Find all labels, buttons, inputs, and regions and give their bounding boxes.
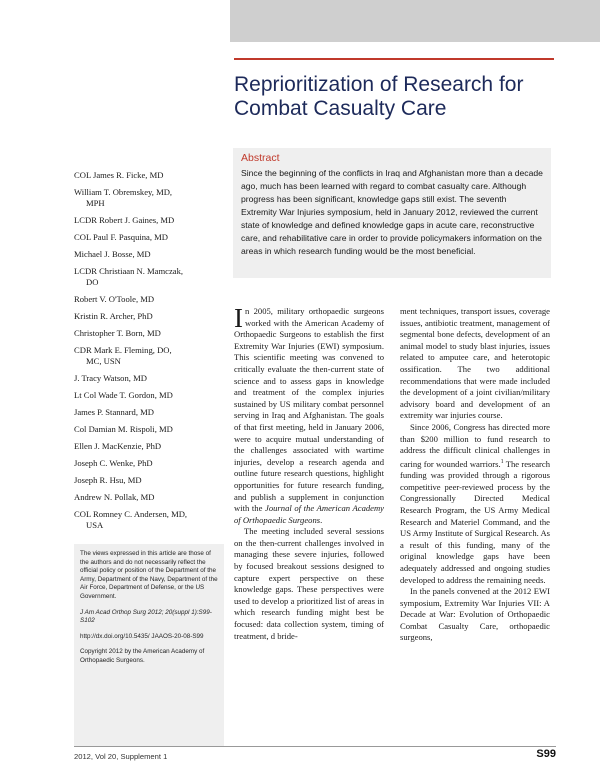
author-name: Lt Col Wade T. Gordon, MD [74,390,173,400]
author-item [74,294,224,305]
author-item [74,187,224,209]
author-item [74,390,224,401]
body-paragraph: In the panels convened at the 2012 EWI symposium, Extremity War Injuries VII: A Decade at War: Evolution of Orthopaedic Combat Casualty Care, orthopaedic surgeons, [400,586,550,643]
author-name: Kristin R. Archer, PhD [74,311,153,321]
disclaimer-text: The views expressed in this article are those of the authors and do not necessarily reflect the official policy or position of the Department of the Army, Department of the Navy, Department of the Air Force, Department of Defense, or the US Government. [80,550,218,600]
author-name: William T. Obremskey, MD, [74,187,173,197]
author-credential: MC, USN [86,356,121,366]
author-credential: USA [86,520,104,530]
body-column-2 [400,306,550,644]
author-item [74,345,224,367]
page-number: S99 [536,748,556,760]
author-item [74,509,224,531]
body-text: Since 2006, Congress has directed more than $200 million to fund research to address the difficult clinical challenges in caring for wounded warriors. [400,421,550,469]
article-title: Reprioritization of Research for Combat Casualty Care [234,73,524,120]
abstract-heading: Abstract [241,152,280,164]
body-paragraph: The meeting included several sessions on the then-current challenges involved in managing these severe injuries, followed by focused breakout sessions designed to capture expert perspective on these knowledge gaps. These perspectives were used to develop a prioritized list of areas in which research funding might best be focused: data collection system, timing of treatment, d bride- [234,526,384,641]
author-item [74,441,224,452]
body-column-1 [234,303,384,642]
journal-title: Journal of the American Academy of Orthopaedic Surgeons [234,503,384,525]
author-item [74,475,224,486]
abstract-text: Since the beginning of the conflicts in Iraq and Afghanistan more than a decade ago, much has been learned with regard to combat casualty care. Although progress has been significant, knowledge gaps still exist. The seventh Extremity War Injuries symposium, held in January 2012, reviewed the current state of knowledge and defined knowledge gaps in acute care, reconstructive care, and rehabilitative care in order to provide policymakers information on the areas in which research funding would be the most beneficial. [241,168,543,256]
header-band [230,0,600,42]
author-item [74,492,224,503]
author-name: Ellen J. MacKenzie, PhD [74,441,162,451]
author-name: Joseph C. Wenke, PhD [74,458,153,468]
author-name: Christopher T. Born, MD [74,328,161,338]
author-name: Andrew N. Pollak, MD [74,492,155,502]
title-rule [234,58,554,60]
author-name: Col Damian M. Rispoli, MD [74,424,173,434]
author-name: LCDR Christiaan N. Mamczak, [74,266,184,276]
author-item [74,407,224,418]
author-name: CDR Mark E. Fleming, DO, [74,345,172,355]
author-name: COL James R. Ficke, MD [74,170,164,180]
author-name: COL Paul F. Pasquina, MD [74,232,169,242]
drop-cap: I [234,303,243,333]
body-text: n 2005, military orthopaedic surgeons worked with the American Academy of Orthopaedic Surgeons to establish the first Extremity War Injuries (EWI) symposium. This scientific meeting was convened to critically evaluate the then-current state of science and to assess gaps in knowledge and treatment of the complex injuries sustained by US military combat personnel serving in Iraq and Afghanistan. The goals of that first meeting, held in January 2006, were to acquire mutual understanding of the challenges associated with wartime injuries, develop a research agenda and outline future research questions, highlight opportunities for future research funding, and publish a supplement in conjunction with the [234,306,384,514]
body-paragraph [400,422,550,586]
body-paragraph: ment techniques, transport issues, coverage issues, antibiotic treatment, management of segmental bone defects, development of an animal model to study blast injuries, issues related to amputee care, and heterotopic ossification. The two additional recommendations that were made included the development of a joint civilian/military advisory board and development of an extremity war injuries course. [400,306,550,421]
author-item [74,458,224,469]
footer-rule [74,746,556,747]
author-name: LCDR Robert J. Gaines, MD [74,215,175,225]
issue-info: 2012, Vol 20, Supplement 1 [74,752,168,761]
body-text: . [320,514,323,525]
author-item [74,266,224,288]
abstract-box [233,148,551,278]
author-name: Joseph R. Hsu, MD [74,475,142,485]
author-item [74,249,224,260]
reference-marker[interactable]: 1 [500,458,504,465]
copyright-text: Copyright 2012 by the American Academy of Orthopaedic Surgeons. [80,648,205,664]
citation-text: J Am Acad Orthop Surg 2012; 20(suppl 1):S99-S102 [80,608,212,625]
author-item [74,373,224,384]
author-item [74,170,224,181]
author-name: Robert V. O'Toole, MD [74,294,155,304]
author-name: James P. Stannard, MD [74,407,154,417]
body-paragraph [234,303,384,526]
body-text: The research funding was provided through a rigorous competitive peer-reviewed process by the Congressionally Directed Medical Research Program, the US Army Medical Research and Materiel Command, and the US Army Institute of Surgical Research. As a result of this funding, many of the original knowledge gaps have been adequately addressed and ongoing studies developed to address the remaining needs. [400,458,551,585]
author-item [74,232,224,243]
author-name: COL Romney C. Andersen, MD, [74,509,188,519]
author-name: J. Tracy Watson, MD [74,373,147,383]
author-item [74,328,224,339]
doi-link[interactable]: http://dx.doi.org/10.5435/ JAAOS-20-08-S99 [80,632,204,640]
author-item [74,311,224,322]
author-credential: DO [86,277,99,287]
author-name: Michael J. Bosse, MD [74,249,151,259]
author-item [74,215,224,226]
article-info-box [74,544,224,746]
author-credential: MPH [86,198,105,208]
author-list [74,170,224,537]
author-item [74,424,224,435]
